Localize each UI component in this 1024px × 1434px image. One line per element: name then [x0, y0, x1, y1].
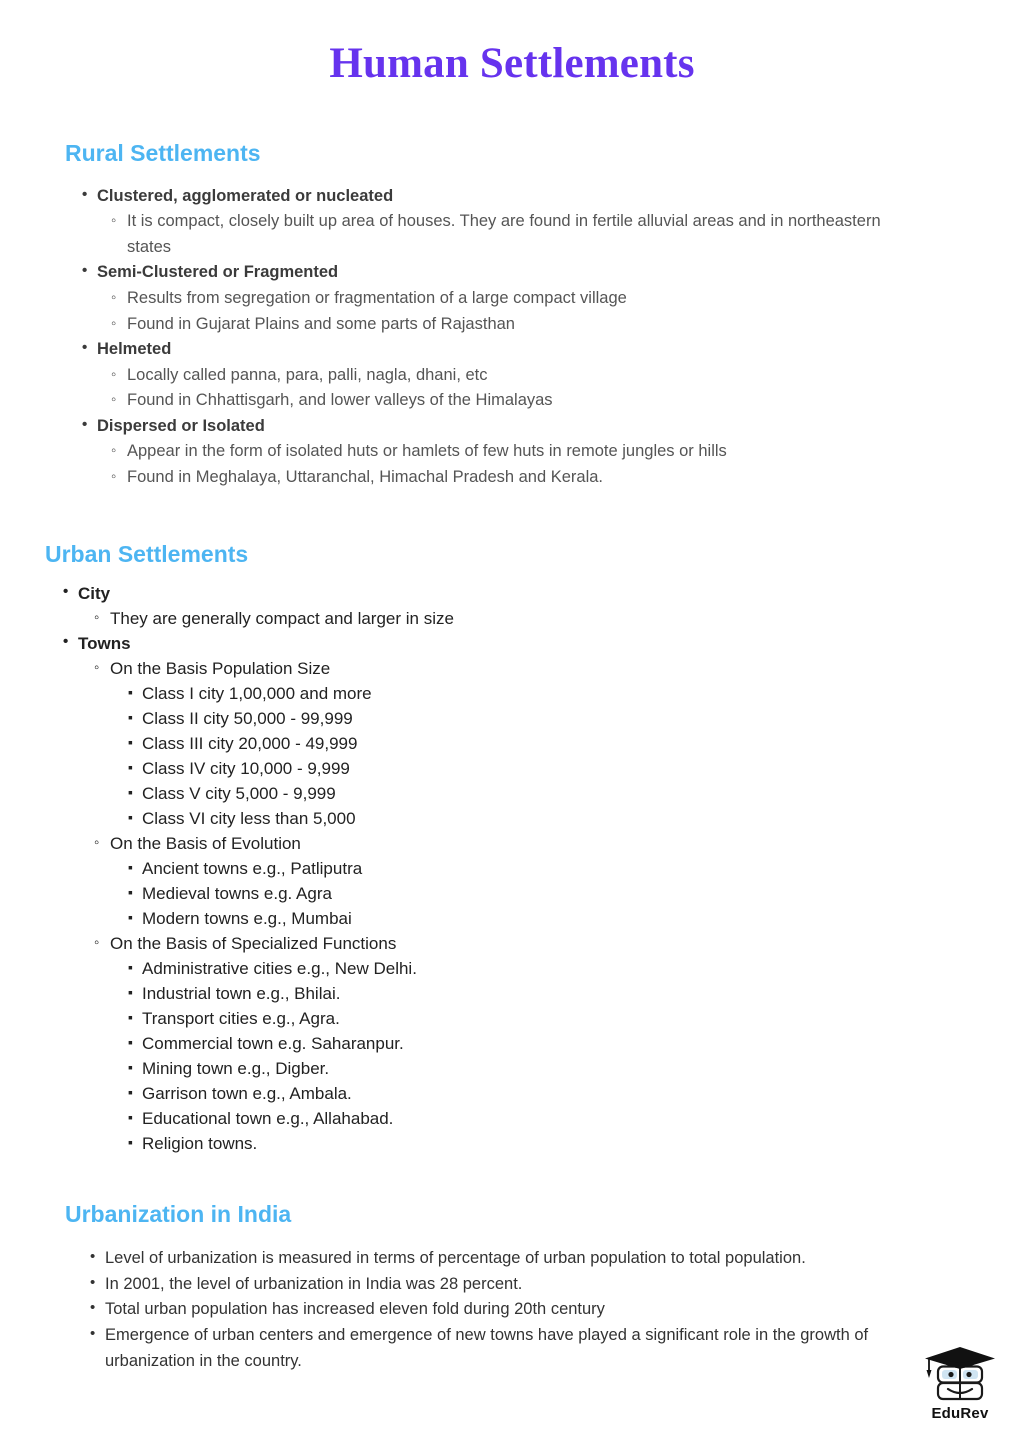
rural-list: [97, 184, 1024, 491]
list-item: [142, 757, 1024, 782]
list-item: [127, 286, 1024, 312]
list-item: [78, 632, 1024, 1157]
urban-sublist: [110, 657, 1024, 1157]
list-item: [110, 932, 1024, 1157]
function-town-text: ▪ Administrative cities e.g., New Delhi.: [142, 958, 417, 978]
list-item: [105, 1297, 1024, 1323]
page-title: Human Settlements: [329, 40, 695, 87]
list-item: [127, 363, 1024, 389]
function-town-text: ▪ Educational town e.g., Allahabad.: [142, 1108, 394, 1128]
rural-subitem-text: ◦ Results from segregation or fragmentation of a large compact village: [127, 289, 627, 307]
list-item: [105, 1323, 1024, 1374]
graduation-cap-mascot-icon: [921, 1346, 999, 1404]
urban-subsublist: [142, 682, 1024, 832]
list-item: [127, 465, 1024, 491]
evolution-town-text: ▪ Medieval towns e.g. Agra: [142, 883, 332, 903]
rural-item-label: • Clustered, agglomerated or nucleated: [97, 186, 394, 205]
edurev-logo: [914, 1346, 1006, 1422]
list-item: [142, 907, 1024, 932]
class-size-text: ▪ Class IV city 10,000 - 9,999: [142, 758, 350, 778]
list-item: [142, 732, 1024, 757]
evolution-town-text: ▪ Modern towns e.g., Mumbai: [142, 908, 352, 928]
urbanization-list: [105, 1246, 1024, 1374]
list-item: [127, 209, 1024, 260]
urbanization-point-text: • Total urban population has increased eleven fold during 20th century: [105, 1300, 605, 1319]
list-item: [142, 882, 1024, 907]
list-item: [142, 707, 1024, 732]
rural-item-label: • Semi-Clustered or Fragmented: [97, 263, 339, 282]
urban-settlements-content: [0, 582, 1024, 1157]
class-size-text: ▪ Class II city 50,000 - 99,999: [142, 709, 353, 729]
list-item: [142, 1057, 1024, 1082]
rural-subitem-text: ◦ Appear in the form of isolated huts or hamlets of few huts in remote jungles or hills: [127, 442, 727, 461]
rural-item-label: • Dispersed or Isolated: [97, 416, 265, 435]
section-heading-urbanization-in-india: Urbanization in India: [65, 1200, 292, 1227]
list-item: [127, 312, 1024, 338]
class-size-text: ▪ Class VI city less than 5,000: [142, 808, 356, 828]
urban-subitem-label: ◦ On the Basis of Specialized Functions: [110, 933, 397, 953]
urbanization-content: [0, 1246, 1024, 1374]
section-heading-urban-settlements: Urban Settlements: [45, 540, 249, 567]
list-item: [97, 337, 1024, 414]
list-item: [142, 857, 1024, 882]
list-item: [105, 1246, 1024, 1272]
class-size-text: ▪ Class I city 1,00,000 and more: [142, 684, 372, 704]
rural-sublist: [127, 363, 1024, 414]
rural-subitem-text: ◦ Found in Gujarat Plains and some parts of Rajasthan: [127, 314, 515, 333]
function-town-text: ▪ Garrison town e.g., Ambala.: [142, 1083, 352, 1103]
list-item: [142, 1132, 1024, 1157]
urbanization-point-text: • Level of urbanization is measured in terms of percentage of urban population to total population.: [105, 1249, 806, 1268]
urban-item-label: • Towns: [78, 634, 131, 654]
rural-sublist: [127, 286, 1024, 337]
evolution-town-text: ▪ Ancient towns e.g., Patliputra: [142, 858, 363, 878]
urban-subitem-label: ◦ On the Basis Population Size: [110, 659, 331, 679]
urbanization-point-text: • Emergence of urban centers and emergence of new towns have played a significant role in the growth of urbanization in the country.: [105, 1326, 869, 1370]
urban-sublist: [110, 607, 1024, 632]
list-item: [142, 682, 1024, 707]
section-heading-rural-settlements: Rural Settlements: [65, 140, 261, 167]
list-item: [110, 832, 1024, 932]
list-item: [142, 1107, 1024, 1132]
function-town-text: ▪ Mining town e.g., Digber.: [142, 1058, 330, 1078]
urban-subitem-text: ◦ They are generally compact and larger in size: [110, 609, 454, 629]
urban-subsublist: [142, 957, 1024, 1157]
list-item: [110, 607, 1024, 632]
list-item: [97, 414, 1024, 491]
urban-subsublist: [142, 857, 1024, 932]
function-town-text: ▪ Commercial town e.g. Saharanpur.: [142, 1033, 404, 1053]
list-item: [97, 184, 1024, 261]
urbanization-point-text: • In 2001, the level of urbanization in India was 28 percent.: [105, 1274, 523, 1293]
list-item: [142, 807, 1024, 832]
edurev-logo-text: EduRev: [931, 1405, 989, 1422]
rural-subitem-text: ◦ Found in Meghalaya, Uttaranchal, Himachal Pradesh and Kerala.: [127, 467, 604, 486]
urban-item-label: • City: [78, 584, 111, 604]
list-item: [142, 982, 1024, 1007]
rural-settlements-content: [0, 184, 1024, 491]
list-item: [127, 388, 1024, 414]
urban-list: [78, 582, 1024, 1157]
rural-sublist: [127, 439, 1024, 490]
list-item: [110, 657, 1024, 832]
function-town-text: ▪ Transport cities e.g., Agra.: [142, 1008, 340, 1028]
list-item: [127, 439, 1024, 465]
rural-sublist: [127, 209, 1024, 260]
rural-subitem-text: ◦ Found in Chhattisgarh, and lower valleys of the Himalayas: [127, 391, 553, 410]
list-item: [142, 782, 1024, 807]
class-size-text: ▪ Class V city 5,000 - 9,999: [142, 783, 336, 803]
rural-item-label: • Helmeted: [97, 340, 172, 359]
list-item: [142, 1007, 1024, 1032]
list-item: [78, 582, 1024, 632]
urban-subitem-label: ◦ On the Basis of Evolution: [110, 833, 301, 853]
class-size-text: ▪ Class III city 20,000 - 49,999: [142, 734, 358, 753]
list-item: [142, 957, 1024, 982]
rural-subitem-text: ◦ It is compact, closely built up area of houses. They are found in fertile alluvial areas and in northeastern states: [127, 212, 881, 256]
function-town-text: ▪ Religion towns.: [142, 1133, 258, 1153]
list-item: [142, 1082, 1024, 1107]
list-item: [142, 1032, 1024, 1057]
function-town-text: ▪ Industrial town e.g., Bhilai.: [142, 983, 341, 1003]
rural-subitem-text: ◦ Locally called panna, para, palli, nagla, dhani, etc: [127, 365, 488, 384]
list-item: [105, 1272, 1024, 1298]
list-item: [97, 260, 1024, 337]
